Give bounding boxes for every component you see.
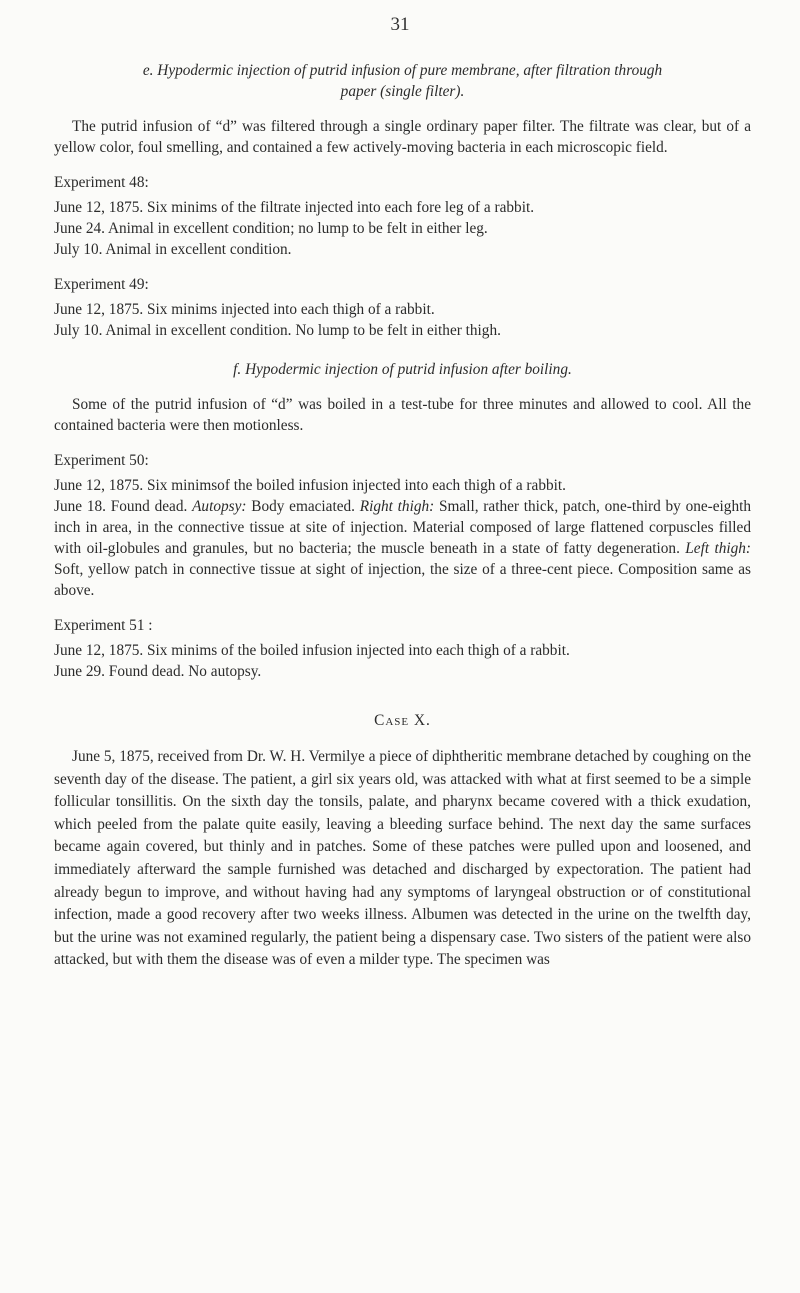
experiment-50-autopsy-entry (54, 496, 751, 601)
section-f-paragraph: Some of the putrid infusion of “d” was boiled in a test-tube for three minutes and allowed to cool. All the contained bacteria were then motionless. (54, 396, 751, 434)
page-number: 31 (390, 14, 410, 35)
case-paragraph: June 5, 1875, received from Dr. W. H. Vermilye a piece of diphtheritic membrane detached by coughing on the seventh day of the disease. The patient, a girl six years old, was attacked with what at first seemed to be a simple follicular tonsillitis. On the sixth day the tonsils, palate, and pharynx became covered with a thick exudation, which peeled from the palate quite easily, leaving a bleeding surface behind. The next day the same surfaces became again covered, but thinly and in patches. Some of these patches were pulled upon and loosened, and immediately afterward the sample furnished was detached and discharged by expectoration. The patient had already begun to improve, and without having had any symptoms of laryngeal obstruction or of constitutional infection, made a good recovery after two weeks illness. Albumen was detected in the urine on the twelfth day, but the urine was not examined regularly, the patient being a dispensary case. Two sisters of the patient were also attacked, but with them the disease was of even a milder type. The specimen was (54, 748, 751, 969)
experiment-49-entry: June 12, 1875. Six minims injected into each thigh of a rabbit. (54, 301, 435, 318)
autopsy-label: Autopsy: (192, 498, 247, 515)
experiment-51-entry: June 12, 1875. Six minims of the boiled infusion injected into each thigh of a rabbit. (54, 642, 570, 659)
right-thigh-text: Small, rather thick, patch, one-third by one-eighth inch in area, in the connective tissue at site of injection. Material composed of large flattened corpuscles filled with oil-globules and granules, but no bacteria; the muscle beneath in a state of fatty degeneration. (54, 498, 751, 557)
experiment-51-title: Experiment 51 : (54, 617, 153, 634)
left-thigh-label: Left thigh: (685, 540, 751, 557)
experiment-51-entry: June 29. Found dead. No autopsy. (54, 663, 262, 680)
experiment-48-title: Experiment 48: (54, 174, 149, 191)
experiment-50-title: Experiment 50: (54, 452, 149, 469)
section-e-heading-line1: e. Hypodermic injection of putrid infusion of pure membrane, after filtration through (142, 62, 663, 79)
experiment-48-entry: July 10. Animal in excellent condition. (54, 241, 292, 258)
right-thigh-label: Right thigh: (359, 498, 435, 515)
experiment-49-entry: July 10. Animal in excellent condition. No lump to be felt in either thigh. (54, 322, 501, 339)
section-f-heading: f. Hypodermic injection of putrid infusion after boiling. (233, 361, 572, 378)
experiment-48-entry: June 12, 1875. Six minims of the filtrate injected into each fore leg of a rabbit. (54, 199, 535, 216)
left-thigh-text: Soft, yellow patch in connective tissue at sight of injection, the size of a three-cent piece. Composition same as above. (54, 561, 751, 599)
experiment-49-title: Experiment 49: (54, 276, 149, 293)
section-e-heading-line2: paper (single filter). (340, 83, 465, 100)
experiment-50-entry: June 12, 1875. Six minimsof the boiled infusion injected into each thigh of a rabbit. (54, 477, 566, 494)
section-e-paragraph: The putrid infusion of “d” was filtered through a single ordinary paper filter. The filtrate was clear, but of a yellow color, foul smelling, and contained a few actively-moving bacteria in each microscopic field. (54, 118, 751, 156)
section-e-heading (54, 60, 751, 102)
entry-date-text: June 18. Found dead. (54, 498, 193, 515)
autopsy-text: Body emaciated. (246, 498, 360, 515)
page-content (54, 60, 751, 972)
experiment-48-entry: June 24. Animal in excellent condition; no lump to be felt in either leg. (54, 220, 488, 237)
case-heading: Case X. (374, 712, 431, 729)
